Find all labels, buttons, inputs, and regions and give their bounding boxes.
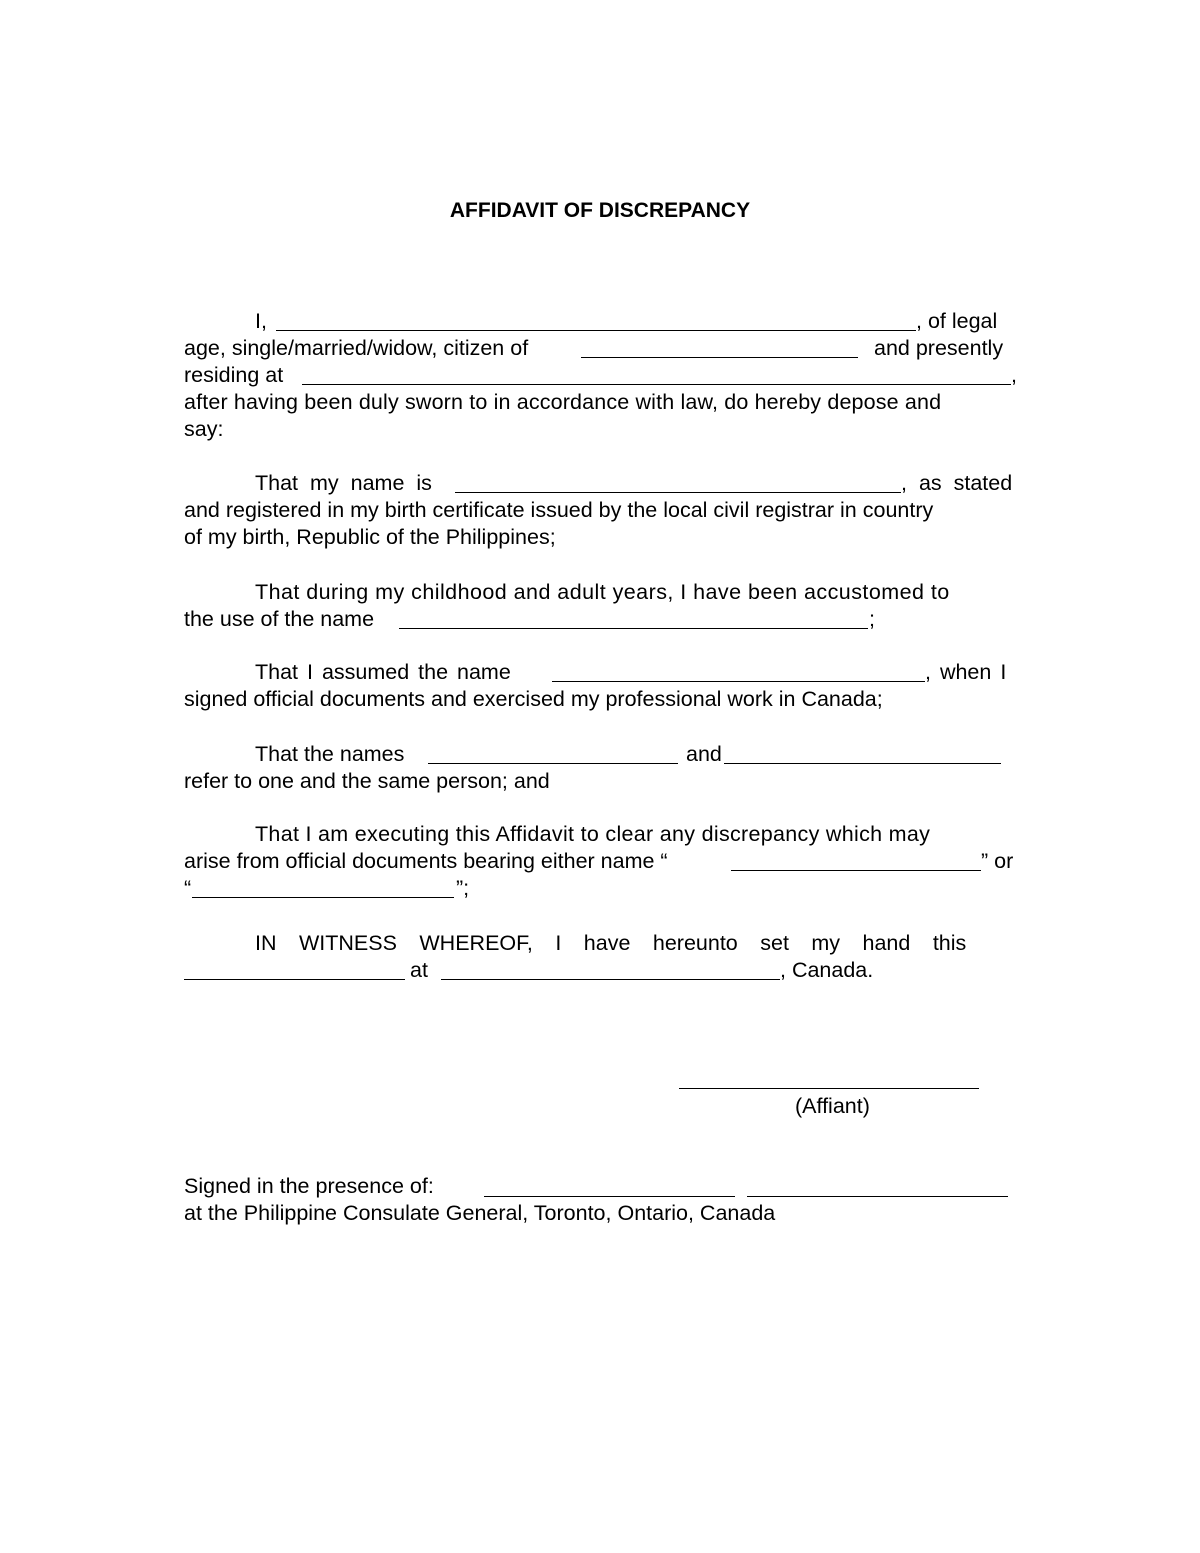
accustomed-name-blank[interactable] [399, 628, 868, 629]
p1-line4-text: after having been duly sworn to in accordance with law, do hereby depose and [184, 390, 942, 414]
affiant-label: (Affiant) [795, 1094, 870, 1118]
p1-line5: say: [184, 417, 224, 441]
p1-of-legal: , of legal [916, 309, 998, 333]
p3-line2-b: ; [869, 607, 875, 631]
p1-line2-a: age, single/married/widow, citizen of [184, 336, 529, 360]
residence-blank[interactable] [302, 384, 1011, 385]
p6-line1: That I am executing this Affidavit to clear any discrepancy which may [255, 822, 931, 846]
p6-line2-a: arise from official documents bearing either name “ [184, 849, 668, 873]
either-name-blank-2[interactable] [192, 897, 454, 898]
p6-line3-b: ”; [456, 876, 470, 900]
date-blank[interactable] [184, 979, 405, 980]
p5-and: and [686, 742, 722, 766]
p1-line2-b: and presently [874, 336, 1004, 360]
p6-line2-b: ” or [981, 849, 1014, 873]
witness-1-signature-line[interactable] [484, 1196, 735, 1197]
document-title: AFFIDAVIT OF DISCREPANCY [449, 199, 751, 222]
first-name-blank[interactable] [428, 763, 678, 764]
p7-at: at [410, 958, 428, 982]
p4-tail: , when I [925, 660, 1007, 684]
p1-line3-b: , [1011, 363, 1017, 387]
place-blank[interactable] [441, 979, 780, 980]
affiant-signature-line[interactable] [679, 1088, 979, 1089]
p5-line2: refer to one and the same person; and [184, 769, 550, 793]
p2-line2: and registered in my birth certificate issued by the local civil registrar in country [184, 498, 934, 522]
registered-name-blank[interactable] [455, 492, 901, 493]
assumed-name-blank[interactable] [552, 681, 925, 682]
second-name-blank[interactable] [724, 763, 1001, 764]
p3-line1: That during my childhood and adult years, I have been accustomed to [255, 580, 950, 604]
p4-line2: signed official documents and exercised my professional work in Canada; [184, 687, 883, 711]
witness-place: at the Philippine Consulate General, Toronto, Ontario, Canada [184, 1201, 776, 1225]
p7-tail: , Canada. [780, 958, 874, 982]
p1-lead: I, [255, 309, 267, 333]
p2-line3: of my birth, Republic of the Philippines; [184, 525, 556, 549]
p4-lead: That I assumed the name [255, 660, 511, 684]
p7-line1: IN WITNESS WHEREOF, I have hereunto set my hand this [255, 931, 967, 955]
p5-lead: That the names [255, 742, 405, 766]
p3-line2-a: the use of the name [184, 607, 375, 631]
witness-label: Signed in the presence of: [184, 1174, 434, 1198]
p1-line4 [184, 389, 1016, 415]
either-name-blank-1[interactable] [731, 870, 981, 871]
p2-lead: That my name is [255, 471, 432, 495]
p2-tail: , as stated [901, 471, 1013, 495]
affiant-name-blank[interactable] [276, 330, 916, 331]
p6-line3-a: “ [184, 876, 192, 900]
citizenship-blank[interactable] [581, 357, 858, 358]
p1-line3-a: residing at [184, 363, 284, 387]
witness-2-signature-line[interactable] [747, 1196, 1008, 1197]
